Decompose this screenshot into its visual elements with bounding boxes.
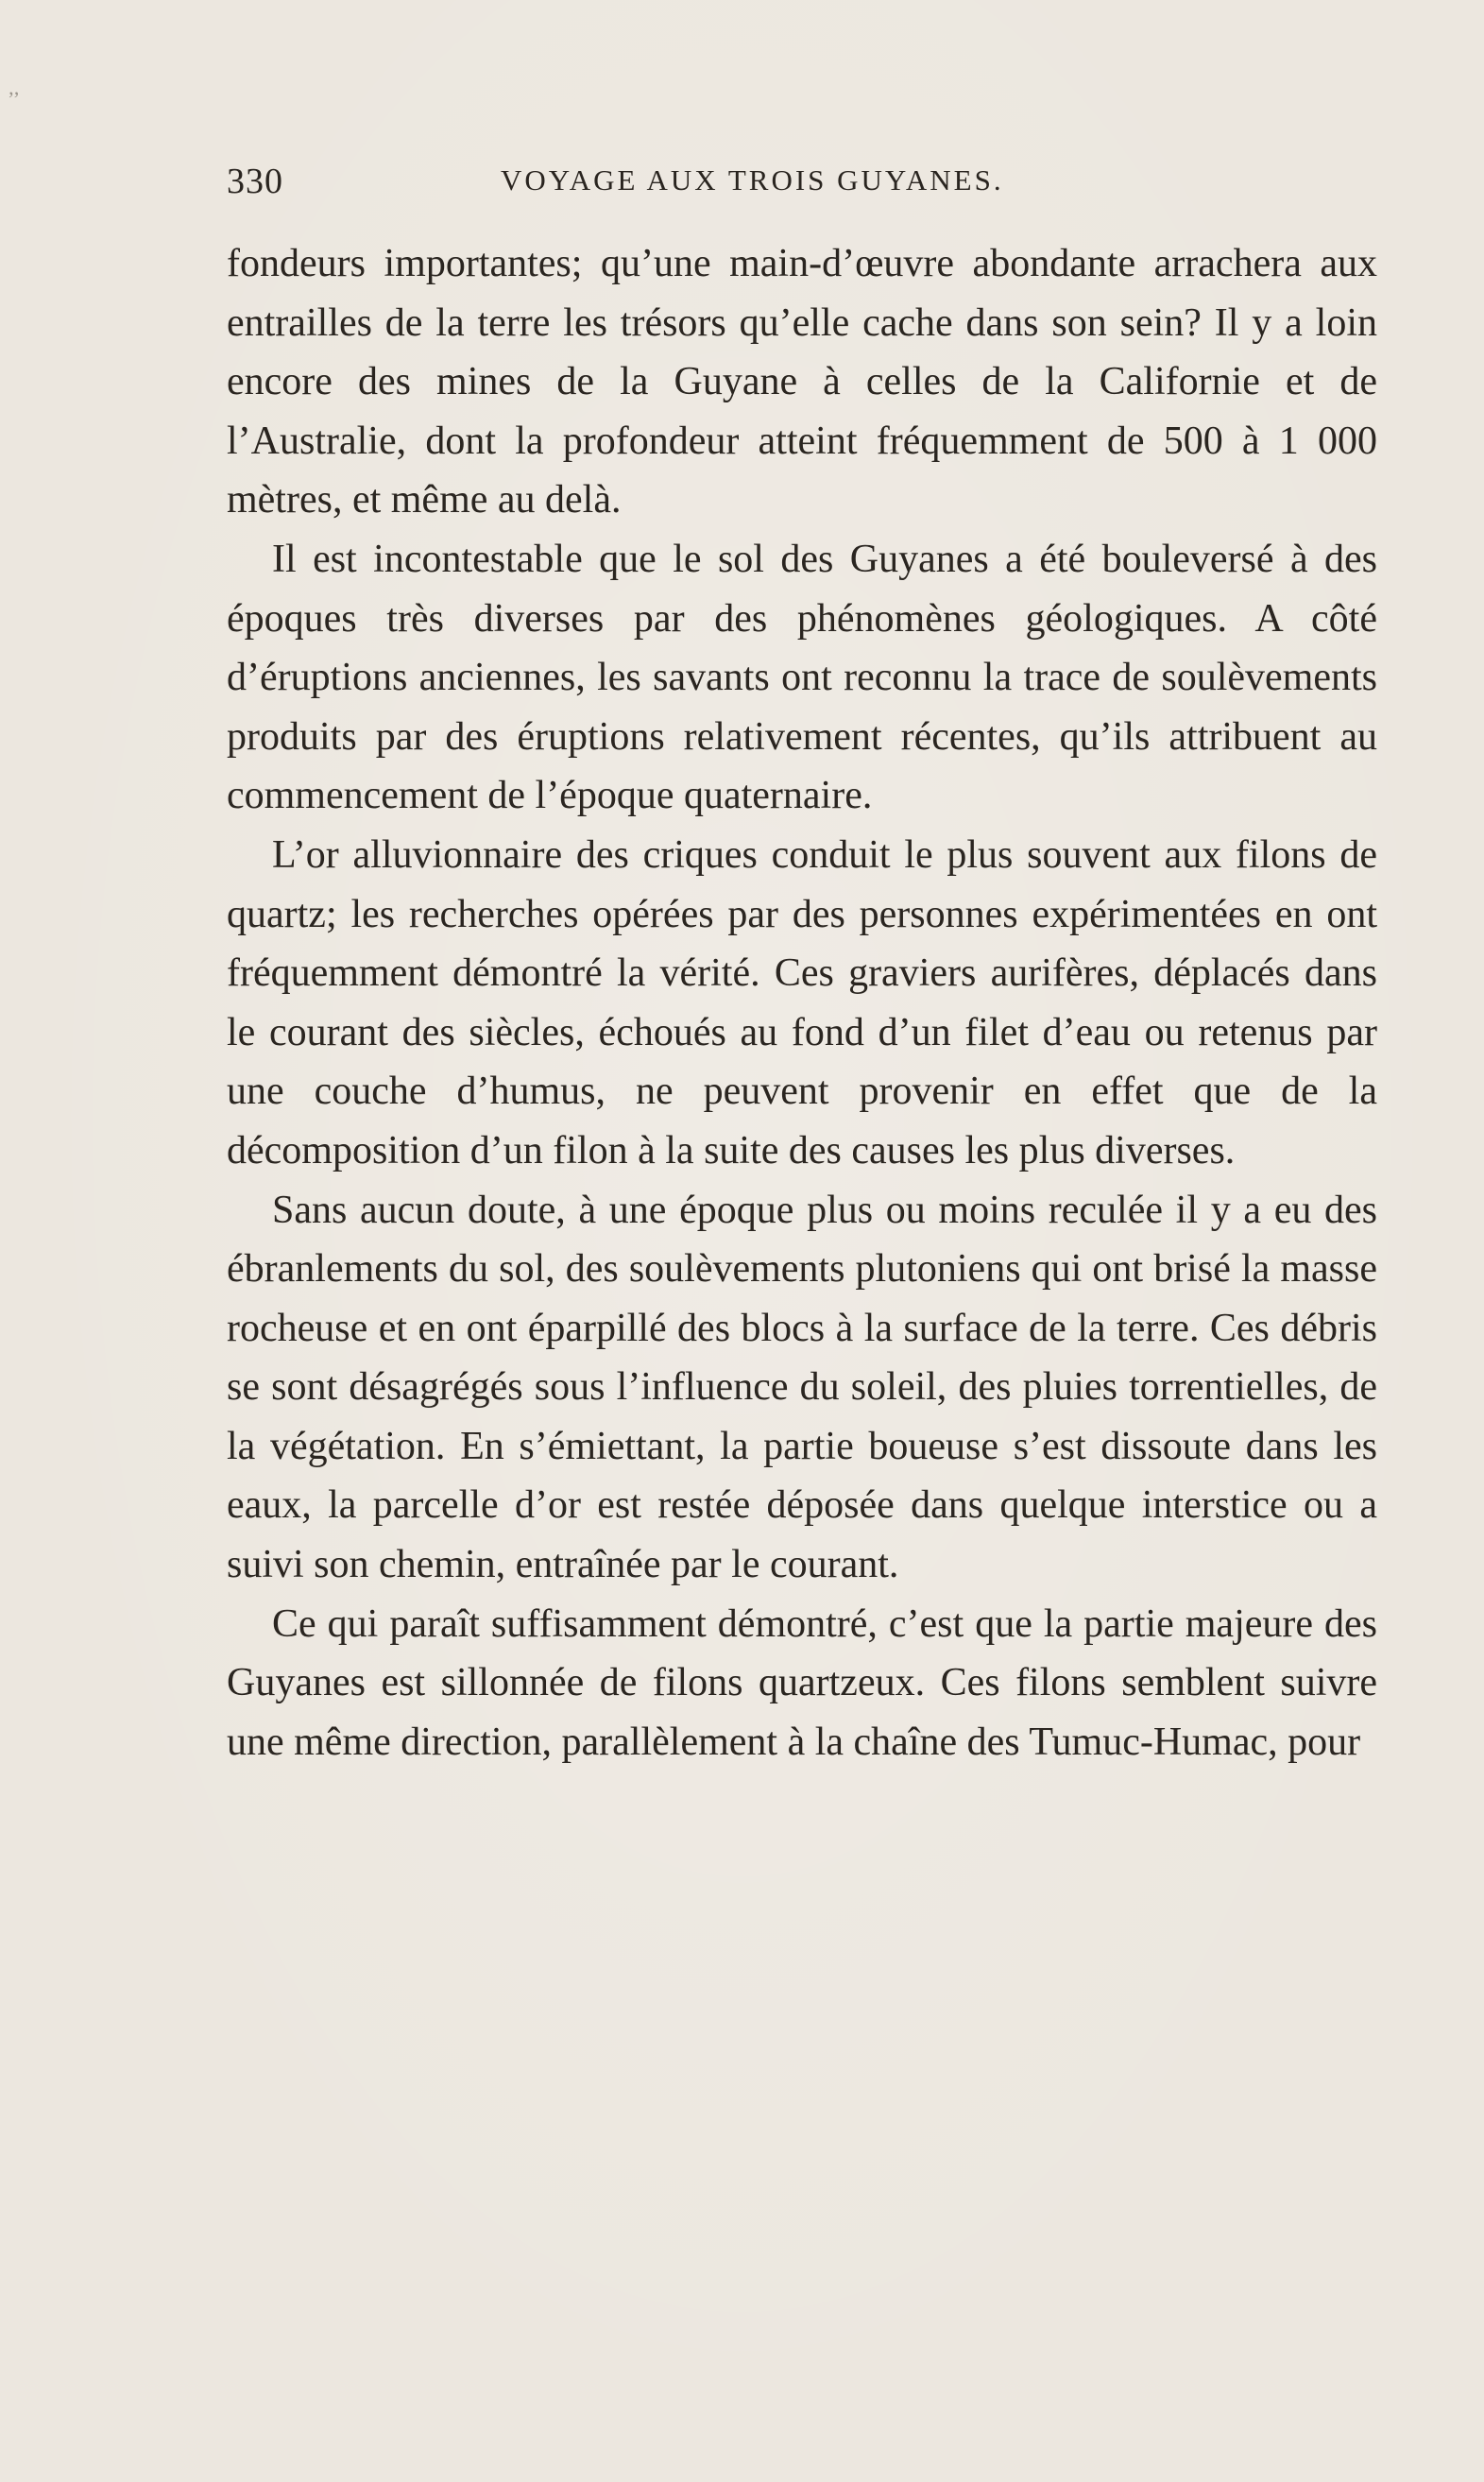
margin-mark: ’’ [8, 87, 21, 111]
page-header [227, 161, 1379, 208]
paragraph-5: Ce qui paraît suffisamment démontré, c’est que la partie majeure des Guyanes est sillonnée de filons quartzeux. Ces filons semblent suivre une même direction, parallèlement à la chaîne des Tumuc-Humac, pour [227, 1601, 1377, 1764]
paragraph-1: fondeurs importantes; qu’une main-d’œuvre abondante arrachera aux entrailles de la terre les trésors qu’elle cache dans son sein? Il y a loin encore des mines de la Guyane à celles de la Californie et de l’Australie, dont la profondeur atteint fréquemment de 500 à 1 000 mètres, et même au delà. [227, 242, 1377, 522]
running-title: VOYAGE AUX TROIS GUYANES. [501, 163, 1004, 197]
paragraph-2: Il est incontestable que le sol des Guyanes a été bouleversé à des époques très diverses par des phénomènes géologiques. A côté d’éruptions anciennes, les savants ont reconnu la trace de soulèvements produits par des éruptions relativement récentes, qu’ils attribuent au commencement de l’époque quaternaire. [227, 537, 1377, 818]
paragraph-4: Sans aucun doute, à une époque plus ou moins reculée il y a eu des ébranlements du sol, des soulèvements plutoniens qui ont brisé la masse rocheuse et en ont éparpillé des blocs à la surface de la terre. Ces débris se sont désagrégés sous l’influence du soleil, des pluies torrentielles, de la végétation. En s’émiettant, la partie boueuse s’est dissoute dans les eaux, la parcelle d’or est restée déposée dans quelque interstice ou a suivi son chemin, entraînée par le courant. [227, 1188, 1377, 1587]
page-number: 330 [227, 162, 283, 201]
body-text [227, 234, 1377, 1772]
paragraph-3: L’or alluvionnaire des criques conduit le plus souvent aux filons de quartz; les recherches opérées par des personnes expérimentées en ont fréquemment démontré la vérité. Ces graviers aurifères, déplacés dans le courant des siècles, échoués au fond d’un filet d’eau ou retenus par une couche d’humus, ne peuvent provenir en effet que de la décomposition d’un filon à la suite des causes les plus diverses. [227, 832, 1377, 1173]
